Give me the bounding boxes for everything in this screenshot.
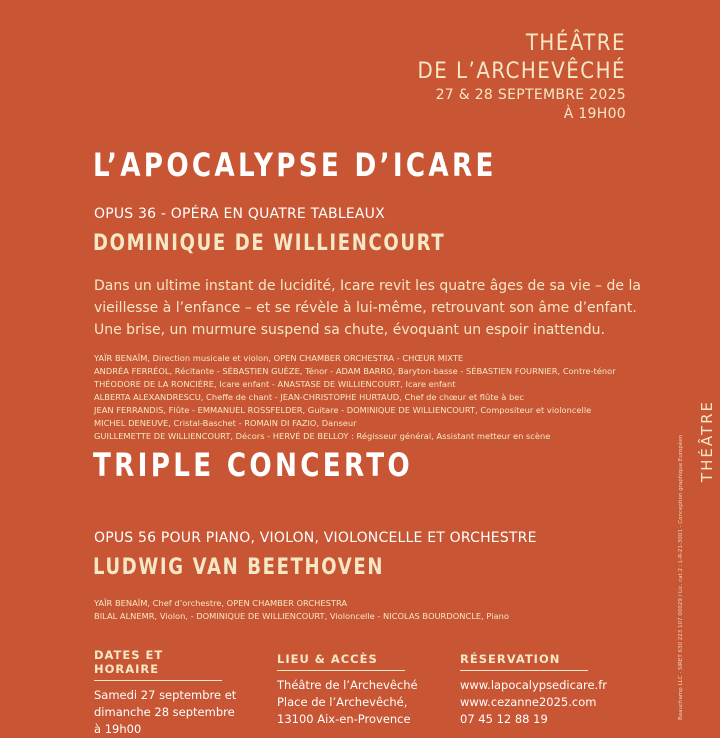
credit-line: YAÏR BENAÏM, Chef d’orchestre, OPEN CHAMBER ORCHESTRA bbox=[94, 598, 348, 608]
work1-description bbox=[94, 275, 654, 341]
location-line: Théâtre de l’Archevêché bbox=[277, 678, 418, 692]
location-heading: LIEU & ACCÈS bbox=[277, 652, 405, 671]
reservation-phone[interactable]: 07 45 12 88 19 bbox=[460, 712, 548, 726]
credit-line: BILAL ALNEMR, Violon, - DOMINIQUE DE WILLIENCOURT, Violoncelle - NICOLAS BOURDONCLE, Piano bbox=[94, 611, 509, 621]
work2-title: TRIPLE CONCERTO bbox=[93, 446, 414, 484]
work2-credits bbox=[94, 597, 509, 623]
description-line: Dans un ultime instant de lucidité, Icare revit les quatre âges de sa vie – de la bbox=[94, 278, 641, 294]
venue-name-line1: THÉÂTRE bbox=[525, 31, 626, 56]
location-line: Place de l’Archevêché, bbox=[277, 695, 408, 709]
reservation-column bbox=[460, 648, 630, 728]
work1-subtitle: OPUS 36 - OPÉRA EN QUATRE TABLEAUX bbox=[94, 206, 385, 222]
credit-line: GUILLEMETTE DE WILLIENCOURT, Décors - HERVÉ DE BELLOY : Régisseur général, Assistant metteur en scène bbox=[94, 431, 551, 441]
side-category-label: THÉÂTRE bbox=[698, 400, 716, 483]
description-line: Une brise, un murmure suspend sa chute, évoquant un espoir inattendu. bbox=[94, 322, 605, 338]
reservation-heading: RÉSERVATION bbox=[460, 652, 588, 671]
credit-line: THÉODORE DE LA RONCIÈRE, Icare enfant - ANASTASE DE WILLIENCOURT, Icare enfant bbox=[94, 379, 456, 389]
venue-name-line2: DE L’ARCHEVÊCHÉ bbox=[417, 59, 626, 84]
side-legal-text: Beauchamp LLC - SIRET 630 223 107 00029 / Lic. cat.2 : L-R-21-3001 - Conception graphique Européen bbox=[678, 434, 684, 720]
location-column bbox=[277, 648, 447, 728]
reservation-website-link[interactable]: www.lapocalypsedicare.fr bbox=[460, 678, 607, 692]
work2-subtitle: OPUS 56 POUR PIANO, VIOLON, VIOLONCELLE ET ORCHESTRE bbox=[94, 530, 537, 546]
work2-composer: LUDWIG VAN BEETHOVEN bbox=[93, 555, 385, 580]
dates-heading: DATES ET HORAIRE bbox=[94, 648, 222, 681]
dates-line: Samedi 27 septembre et bbox=[94, 688, 237, 702]
credit-line: ALBERTA ALEXANDRESCU, Cheffe de chant - JEAN-CHRISTOPHE HURTAUD, Chef de chœur et flûte à bec bbox=[94, 392, 524, 402]
venue-block bbox=[417, 30, 626, 124]
dates-column bbox=[94, 648, 264, 738]
venue-date: 27 & 28 SEPTEMBRE 2025 bbox=[435, 87, 626, 103]
work1-title: L’APOCALYPSE D’ICARE bbox=[93, 146, 497, 184]
credit-line: ANDRÉA FERRÉOL, Récitante - SÉBASTIEN GUÈZE, Ténor - ADAM BARRO, Baryton-basse - SÉBASTIEN FOURNIER, Contre-ténor bbox=[94, 366, 616, 376]
description-line: vieillesse à l’enfance – et se révèle à lui-même, retrouvant son âme d’enfant. bbox=[94, 300, 637, 316]
venue-time: À 19H00 bbox=[563, 106, 626, 122]
credit-line: MICHEL DENEUVE, Cristal-Baschet - ROMAIN DI FAZIO, Danseur bbox=[94, 418, 357, 428]
credit-line: JEAN FERRANDIS, Flûte - EMMANUEL ROSSFELDER, Guitare - DOMINIQUE DE WILLIENCOURT, Compositeur et violoncelle bbox=[94, 405, 592, 415]
location-line: 13100 Aix-en-Provence bbox=[277, 712, 411, 726]
reservation-website-link[interactable]: www.cezanne2025.com bbox=[460, 695, 597, 709]
work1-credits bbox=[94, 352, 616, 443]
work1-composer: DOMINIQUE DE WILLIENCOURT bbox=[93, 231, 446, 256]
dates-line: à 19h00 bbox=[94, 722, 142, 736]
credit-line: YAÏR BENAÏM, Direction musicale et violon, OPEN CHAMBER ORCHESTRA - CHŒUR MIXTE bbox=[94, 353, 464, 363]
dates-line: dimanche 28 septembre bbox=[94, 705, 235, 719]
